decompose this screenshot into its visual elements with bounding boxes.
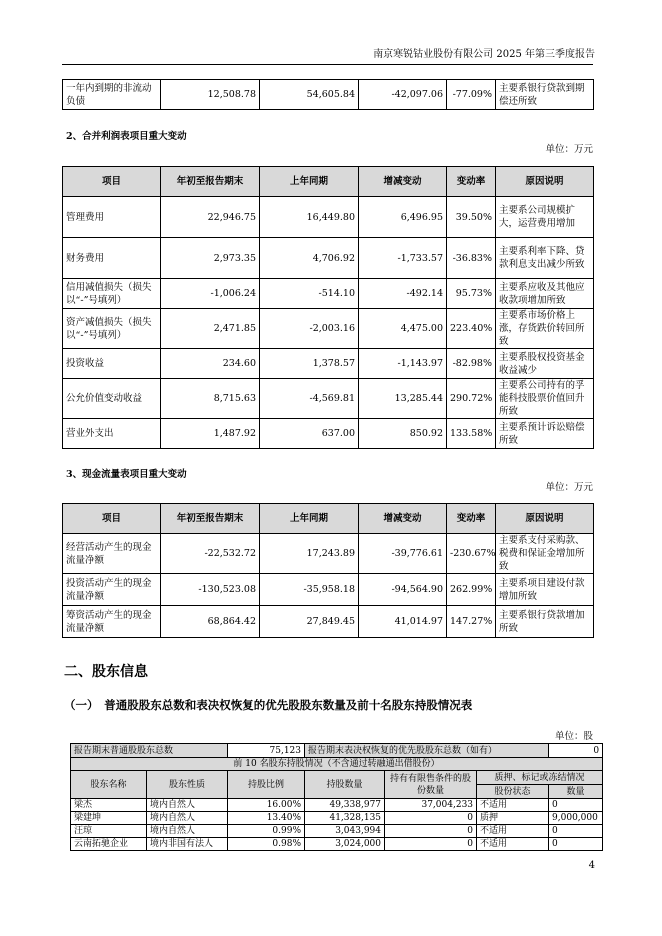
holder-ratio: 0.98%	[228, 838, 305, 851]
cell-previous: -35,958.18	[260, 574, 359, 606]
cell-current: -130,523.08	[161, 574, 260, 606]
table-row	[63, 379, 594, 419]
col-header: 年初至报告期末	[161, 167, 260, 197]
cashflow-table	[62, 503, 594, 638]
cashflow-unit: 单位：万元	[545, 482, 593, 493]
holder-ratio: 16.00%	[228, 799, 305, 812]
cell-current: 8,715.63	[161, 379, 260, 419]
cell-change: -94,564.90	[359, 574, 447, 606]
cell-change: 6,496.95	[359, 197, 447, 238]
cell-rate: 133.58%	[447, 419, 496, 449]
row-name: 管理费用	[63, 197, 161, 238]
table-header-row	[63, 167, 594, 197]
holder-restricted: 0	[385, 838, 477, 851]
cell-reason: 主要系银行贷款增加所致	[496, 606, 594, 638]
cell-previous: -2,003.16	[260, 309, 359, 349]
cell-rate: -82.98%	[447, 349, 496, 379]
row-name: 财务费用	[63, 238, 161, 279]
pref-value: 0	[549, 744, 603, 758]
cell-reason: 主要系支付采购款、税费和保证金增加所致	[496, 534, 594, 574]
cell-previous: 637.00	[260, 419, 359, 449]
col-header: 上年同期	[260, 167, 359, 197]
holder-qty: 49,338,977	[305, 799, 385, 812]
table-row	[71, 744, 603, 758]
shareholder-unit: 单位：股	[554, 731, 593, 742]
shareholder-section-title: 二、股东信息	[64, 664, 148, 680]
cell-previous: 17,243.89	[260, 534, 359, 574]
total-label: 报告期末普通股股东总数	[71, 744, 228, 758]
cell-rate: 223.40%	[447, 309, 496, 349]
cell-reason: 主要系公司规模扩大，运营费用增加	[496, 197, 594, 238]
col-header: 持股数量	[305, 771, 385, 799]
holder-restricted: 0	[385, 825, 477, 838]
cell-change: 850.92	[359, 419, 447, 449]
table-row	[71, 812, 603, 825]
col-header: 原因说明	[496, 167, 594, 197]
holder-ratio: 0.99%	[228, 825, 305, 838]
row-name: 信用减值损失（损失以“-”号填列）	[63, 279, 161, 309]
cell-current: -1,006.24	[161, 279, 260, 309]
top10-title: 前 10 名股东持股情况（不含通过转融通出借股份）	[71, 758, 603, 771]
table-row	[63, 238, 594, 279]
holder-status: 质押	[477, 812, 549, 825]
page-number: 4	[588, 860, 595, 871]
cell-current: -22,532.72	[161, 534, 260, 574]
cell-current: 2,471.85	[161, 309, 260, 349]
cashflow-section-title: 3、现金流量表项目重大变动	[66, 469, 187, 480]
table-row	[71, 799, 603, 812]
cell-change: 41,014.97	[359, 606, 447, 638]
cell-previous: 16,449.80	[260, 197, 359, 238]
pref-label: 报告期末表决权恢复的优先股股东总数（如有）	[305, 744, 549, 758]
table-row	[63, 534, 594, 574]
holder-amount: 0	[549, 838, 603, 851]
cell-previous: -4,569.81	[260, 379, 359, 419]
balance-tail-table	[62, 79, 594, 110]
table-header-row	[71, 771, 603, 785]
income-unit: 单位：万元	[545, 144, 593, 155]
income-table	[62, 166, 594, 449]
col-header: 年初至报告期末	[161, 504, 260, 534]
cell-reason: 主要系项目建设付款增加所致	[496, 574, 594, 606]
holder-amount: 9,000,000	[549, 812, 603, 825]
table-row	[63, 419, 594, 449]
holder-name: 汪琼	[71, 825, 147, 838]
cell-rate: 95.73%	[447, 279, 496, 309]
row-name: 经营活动产生的现金流量净额	[63, 534, 161, 574]
table-row	[63, 574, 594, 606]
table-row	[63, 197, 594, 238]
holder-restricted: 0	[385, 812, 477, 825]
col-header: 增减变动	[359, 167, 447, 197]
holder-name: 云南拓驰企业	[71, 838, 147, 851]
holder-status: 不适用	[477, 825, 549, 838]
shareholder-table	[70, 743, 603, 851]
cell-previous: 54,605.84	[260, 80, 359, 110]
cell-reason: 主要系银行贷款到期偿还所致	[496, 80, 594, 110]
holder-amount: 0	[549, 825, 603, 838]
table-row	[63, 349, 594, 379]
holder-qty: 3,043,994	[305, 825, 385, 838]
holder-status: 不适用	[477, 799, 549, 812]
cell-change: 13,285.44	[359, 379, 447, 419]
cell-change: -492.14	[359, 279, 447, 309]
col-header: 持股比例	[228, 771, 305, 799]
col-header: 股份状态	[477, 785, 549, 799]
holder-ratio: 13.40%	[228, 812, 305, 825]
row-name: 公允价值变动收益	[63, 379, 161, 419]
cell-rate: 262.99%	[447, 574, 496, 606]
table-row	[71, 838, 603, 851]
row-name: 投资活动产生的现金流量净额	[63, 574, 161, 606]
table-header-row	[63, 504, 594, 534]
total-value: 75,123	[228, 744, 305, 758]
cell-current: 22,946.75	[161, 197, 260, 238]
col-header: 项目	[63, 167, 161, 197]
cell-change: -42,097.06	[359, 80, 447, 110]
cell-reason: 主要系股权投资基金收益减少	[496, 349, 594, 379]
cell-rate: 147.27%	[447, 606, 496, 638]
col-header: 质押、标记或冻结情况	[477, 771, 603, 785]
col-header: 项目	[63, 504, 161, 534]
row-name: 投资收益	[63, 349, 161, 379]
cell-rate: 290.72%	[447, 379, 496, 419]
table-row	[63, 80, 594, 110]
cell-change: -1,733.57	[359, 238, 447, 279]
cell-rate: -36.83%	[447, 238, 496, 279]
cell-previous: 1,378.57	[260, 349, 359, 379]
col-header: 股东名称	[71, 771, 147, 799]
cell-current: 2,973.35	[161, 238, 260, 279]
cell-previous: -514.10	[260, 279, 359, 309]
cell-change: -1,143.97	[359, 349, 447, 379]
header-rule	[62, 64, 593, 65]
holder-qty: 41,328,135	[305, 812, 385, 825]
col-header: 股东性质	[147, 771, 228, 799]
cell-rate: -230.67%	[447, 534, 496, 574]
col-header: 持有有限售条件的股份数量	[385, 771, 477, 799]
row-name: 资产减值损失（损失以“-”号填列）	[63, 309, 161, 349]
holder-nature: 境内自然人	[147, 799, 228, 812]
cell-current: 68,864.42	[161, 606, 260, 638]
holder-restricted: 37,004,233	[385, 799, 477, 812]
table-row	[71, 825, 603, 838]
income-section-title: 2、合并利润表项目重大变动	[66, 131, 187, 142]
holder-status: 不适用	[477, 838, 549, 851]
table-row	[63, 279, 594, 309]
holder-nature: 境内自然人	[147, 825, 228, 838]
col-header: 上年同期	[260, 504, 359, 534]
cell-current: 1,487.92	[161, 419, 260, 449]
cell-change: 4,475.00	[359, 309, 447, 349]
cell-current: 12,508.78	[161, 80, 260, 110]
col-header: 变动率	[447, 504, 496, 534]
holder-qty: 3,024,000	[305, 838, 385, 851]
holder-name: 梁杰	[71, 799, 147, 812]
cell-reason: 主要系市场价格上涨，存货跌价转回所致	[496, 309, 594, 349]
cell-reason: 主要系应收及其他应收款项增加所致	[496, 279, 594, 309]
holder-nature: 境内自然人	[147, 812, 228, 825]
table-row	[63, 309, 594, 349]
table-row	[71, 758, 603, 771]
cell-rate: -77.09%	[447, 80, 496, 110]
cell-rate: 39.50%	[447, 197, 496, 238]
row-name: 营业外支出	[63, 419, 161, 449]
table-row	[63, 606, 594, 638]
cell-previous: 4,706.92	[260, 238, 359, 279]
col-header: 原因说明	[496, 504, 594, 534]
cell-previous: 27,849.45	[260, 606, 359, 638]
cell-reason: 主要系利率下降、贷款利息支出减少所致	[496, 238, 594, 279]
row-name: 一年内到期的非流动负债	[63, 80, 161, 110]
col-header: 数量	[549, 785, 603, 799]
col-header: 变动率	[447, 167, 496, 197]
page-header: 南京寒锐钴业股份有限公司 2025 年第三季度报告	[373, 49, 595, 60]
holder-amount: 0	[549, 799, 603, 812]
cell-change: -39,776.61	[359, 534, 447, 574]
col-header: 增减变动	[359, 504, 447, 534]
cell-reason: 主要系预计诉讼赔偿所致	[496, 419, 594, 449]
shareholder-subtitle: （一） 普通股股东总数和表决权恢复的优先股股东数量及前十名股东持股情况表	[64, 698, 473, 712]
holder-name: 梁建坤	[71, 812, 147, 825]
holder-nature: 境内非国有法人	[147, 838, 228, 851]
row-name: 筹资活动产生的现金流量净额	[63, 606, 161, 638]
cell-current: 234.60	[161, 349, 260, 379]
cell-reason: 主要系公司持有的孚能科技股票价值回升所致	[496, 379, 594, 419]
